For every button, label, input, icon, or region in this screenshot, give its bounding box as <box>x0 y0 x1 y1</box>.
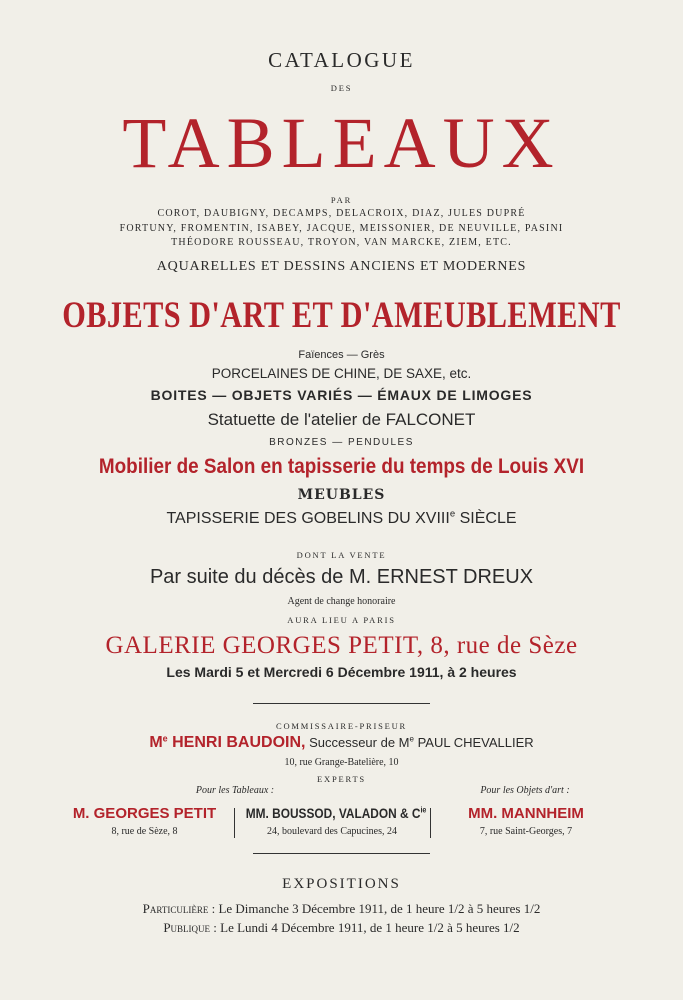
meubles-line: MEUBLES <box>297 487 386 503</box>
galerie-line: GALERIE GEORGES PETIT, 8, rue de Sèze <box>105 632 578 659</box>
dont-la-vente: DONT LA VENTE <box>296 550 387 560</box>
particuliere-line <box>0 901 683 917</box>
aquarelles-line: AQUARELLES ET DESSINS ANCIENS ET MODERNES <box>156 259 527 274</box>
artists-line-3: THÉODORE ROUSSEAU, TROYON, VAN MARCKE, ZIEM, ETC. <box>171 237 512 248</box>
mannheim-address: 7, rue Saint-Georges, 7 <box>479 826 573 837</box>
deces-line: Par suite du décès de M. ERNEST DREUX <box>149 566 534 588</box>
baudoin-name: HENRI BAUDOIN, <box>167 734 306 751</box>
tapisserie-main: TAPISSERIE DES GOBELINS DU XVIII <box>166 510 450 527</box>
faiences-line: Faïences — Grès <box>298 349 385 361</box>
bronzes-line: BRONZES — PENDULES <box>269 437 414 448</box>
mobilier-line: Mobilier de Salon en tapisserie du temps de Louis XVI <box>98 455 585 478</box>
aura-lieu: AURA LIEU A PARIS <box>287 615 396 625</box>
expositions-heading: EXPOSITIONS <box>282 876 401 892</box>
porcelaines-line: PORCELAINES DE CHINE, DE SAXE, etc. <box>211 366 472 381</box>
commissaire-label: COMMISSAIRE-PRISEUR <box>275 721 408 731</box>
petit-name: M. GEORGES PETIT <box>72 805 217 822</box>
agent-line: Agent de change honoraire <box>287 596 396 607</box>
tapisserie-line <box>0 510 683 528</box>
baudoin-prefix: M <box>149 734 163 751</box>
des-label: DES <box>330 83 353 93</box>
catalogue-heading: CATALOGUE <box>268 48 415 72</box>
tapisserie-end: SIÈCLE <box>455 510 517 527</box>
statuette-line: Statuette de l'atelier de FALCONET <box>207 410 476 429</box>
objets-title: OBJETS D'ART ET D'AMEUBLEMENT <box>62 295 621 336</box>
baudoin-sup: e <box>162 733 168 744</box>
publique-label: Publique <box>163 920 211 935</box>
baudoin-address: 10, rue Grange-Batelière, 10 <box>284 757 399 768</box>
pour-objets-label: Pour les Objets d'art : <box>480 785 570 796</box>
expert-separator-right <box>430 808 431 838</box>
boussod-name-text: MM. BOUSSOD, VALADON & C <box>245 806 421 821</box>
divider-top <box>253 703 430 704</box>
successeur-sup: e <box>409 734 414 744</box>
publique-text: : Le Lundi 4 Décembre 1911, de 1 heure 1/2 à 5 heures 1/2 <box>210 920 520 935</box>
boussod-address: 24, boulevard des Capucines, 24 <box>267 826 397 837</box>
pour-tableaux-label: Pour les Tableaux : <box>195 785 275 796</box>
petit-address: 8, rue de Sèze, 8 <box>111 826 178 837</box>
successeur-name: PAUL CHEVALLIER <box>413 735 534 750</box>
experts-label: EXPERTS <box>317 774 366 784</box>
particuliere-text: : Le Dimanche 3 Décembre 1911, de 1 heure 1/2 à 5 heures 1/2 <box>208 901 541 916</box>
publique-line <box>0 920 683 936</box>
artists-line-1: COROT, DAUBIGNY, DECAMPS, DELACROIX, DIAZ, JULES DUPRÉ <box>157 208 526 219</box>
par-label: PAR <box>330 195 353 205</box>
baudoin-line <box>0 734 683 752</box>
boussod-name <box>245 805 427 821</box>
boussod-sup: ie <box>420 805 427 815</box>
boites-line: BOITES — OBJETS VARIÉS — ÉMAUX DE LIMOGES <box>150 387 533 403</box>
divider-bottom <box>253 853 430 854</box>
artists-line-2: FORTUNY, FROMENTIN, ISABEY, JACQUE, MEISSONIER, DE NEUVILLE, PASINI <box>119 223 564 234</box>
dates-line: Les Mardi 5 et Mercredi 6 Décembre 1911, à 2 heures <box>166 664 517 680</box>
successeur-text: Successeur de M <box>305 735 410 750</box>
tableaux-title: TABLEAUX <box>122 103 561 183</box>
tapisserie-sup: e <box>449 508 456 520</box>
particuliere-label: Particulière <box>142 901 209 916</box>
mannheim-name: MM. MANNHEIM <box>468 805 584 822</box>
